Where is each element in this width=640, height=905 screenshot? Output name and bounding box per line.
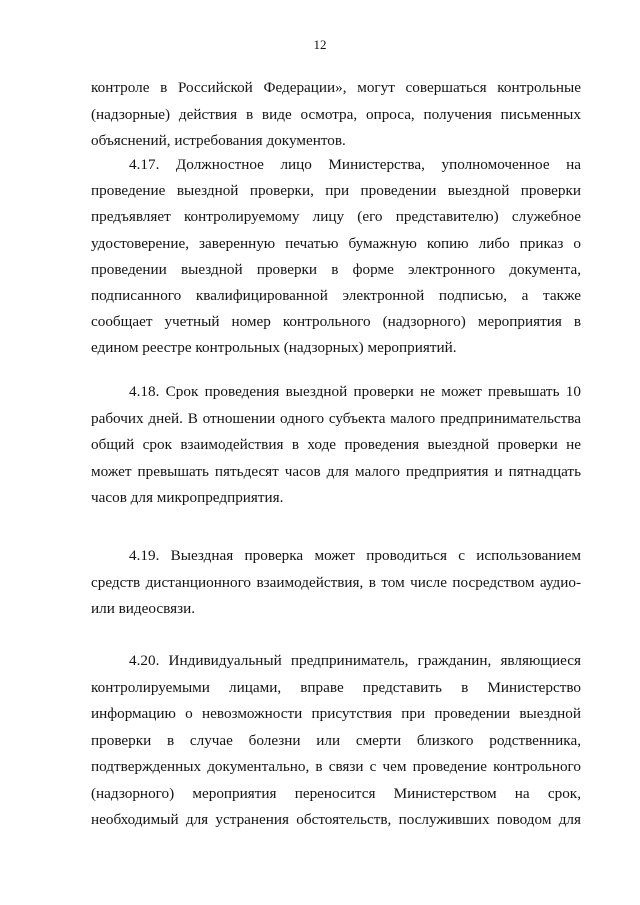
- text-line: контролируемыми лицами, вправе представить в Министерство: [91, 678, 581, 696]
- text-line: едином реестре контрольных (надзорных) мероприятий.: [91, 339, 457, 357]
- text-line: удостоверение, заверенную печатью бумажную копию либо приказ о: [91, 234, 581, 252]
- text-line: 4.17. Должностное лицо Министерства, уполномоченное на: [129, 156, 581, 173]
- text-line: подписанного квалифицированной электронной подписью, а также: [91, 287, 581, 304]
- text-line: сообщает учетный номер контрольного (надзорного) мероприятия в: [91, 313, 581, 331]
- page-number: 12: [313, 37, 327, 52]
- text-line: или видеосвязи.: [91, 600, 195, 617]
- text-line: необходимый для устранения обстоятельств, послуживших поводом для: [91, 811, 581, 828]
- text-line: общий срок взаимодействия в ходе проведения выездной проверки не: [91, 436, 581, 453]
- text-line: 4.18. Срок проведения выездной проверки не может превышать 10: [129, 383, 581, 400]
- text-line: 4.19. Выездная проверка может проводиться с использованием: [129, 547, 581, 564]
- text-line: (надзорные) действия в виде осмотра, опроса, получения письменных: [91, 105, 581, 123]
- text-line: объяснений, истребования документов.: [91, 132, 346, 149]
- text-line: рабочих дней. В отношении одного субъекта малого предпринимательства: [91, 409, 581, 427]
- text-line: (надзорного) мероприятия переносится Министерством на срок,: [91, 784, 581, 802]
- text-line: часов для микропредприятия.: [91, 489, 284, 506]
- text-line: контроле в Российской Федерации», могут совершаться контрольные: [91, 79, 581, 96]
- text-line: подтвержденных документально, в связи с чем проведение контрольного: [91, 758, 581, 775]
- text-line: проведение выездной проверки, при проведении выездной проверки: [91, 182, 581, 200]
- text-line: проведении выездной проверки в форме электронного документа,: [91, 260, 581, 278]
- text-line: проверки в случае болезни или смерти близкого родственника,: [91, 731, 581, 749]
- text-line: может превышать пятьдесят часов для малого предприятия и пятнадцать: [91, 462, 581, 480]
- text-line: 4.20. Индивидуальный предприниматель, гражданин, являющиеся: [129, 652, 581, 669]
- text-line: средств дистанционного взаимодействия, в том числе посредством аудио-: [91, 573, 581, 591]
- text-line: информацию о невозможности присутствия при проведении выездной: [91, 705, 581, 722]
- text-line: предъявляет контролируемому лицу (его представителю) служебное: [91, 208, 581, 226]
